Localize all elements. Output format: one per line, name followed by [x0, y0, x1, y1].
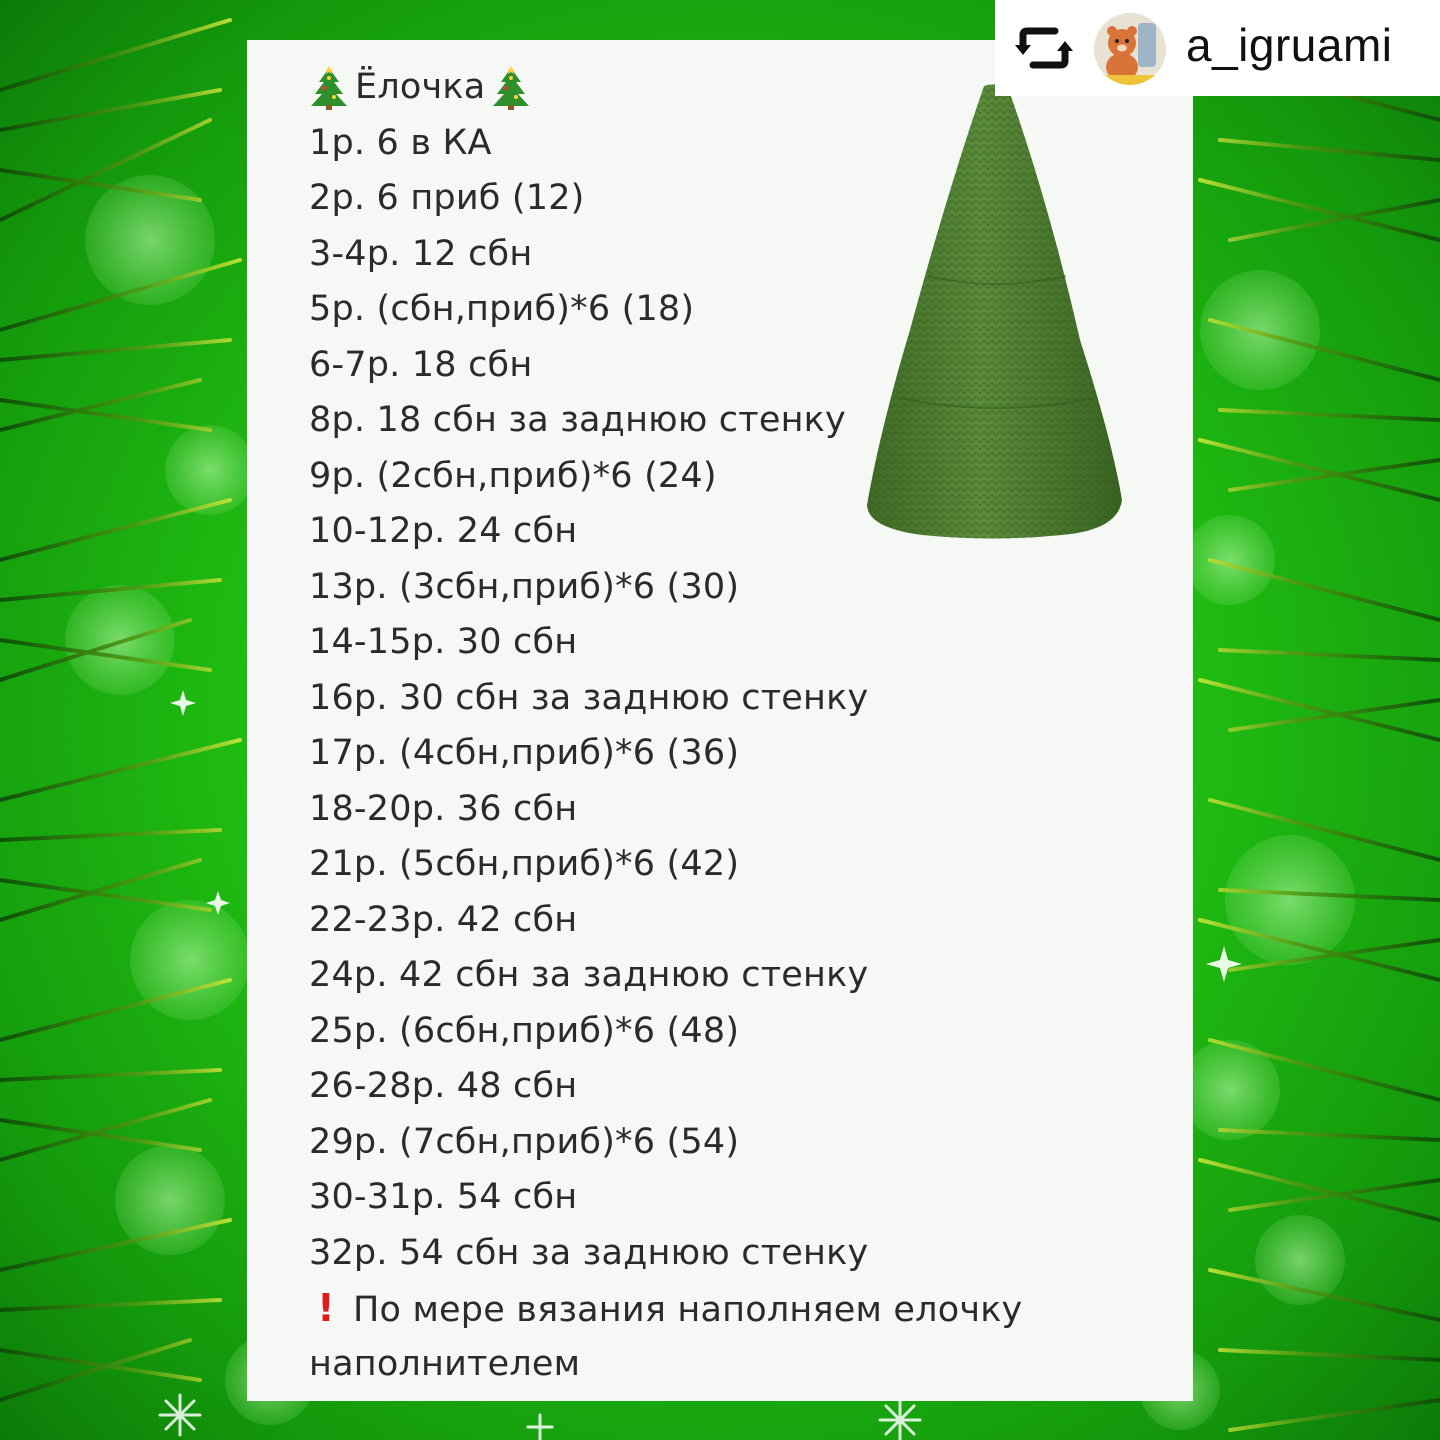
- pattern-row: 10-12р. 24 сбн: [309, 511, 578, 551]
- pattern-row: 21р. (5сбн,приб)*6 (42): [309, 844, 740, 884]
- pattern-row: 9р. (2сбн,приб)*6 (24): [309, 455, 717, 496]
- pattern-row: 14-15р. 30 сбн: [309, 622, 578, 662]
- pattern-row: 2р. 6 приб (12): [309, 178, 585, 218]
- repost-icon[interactable]: [1015, 25, 1073, 71]
- pattern-row: 30-31р. 54 сбн: [309, 1177, 578, 1217]
- pattern-row: 1р. 6 в КА: [309, 122, 492, 163]
- pattern-row: 18-20р. 36 сбн: [309, 788, 578, 829]
- bear-toy-icon: [1094, 13, 1166, 85]
- pattern-row: 13р. (3сбн,приб)*6 (30): [309, 566, 740, 607]
- pattern-row: 6-7р. 18 сбн: [309, 344, 533, 385]
- repost-username[interactable]: a_igruami: [1186, 19, 1393, 71]
- pattern-note-continuation: наполнителем: [309, 1343, 581, 1384]
- christmas-tree-icon: [309, 66, 349, 110]
- pattern-row: 29р. (7сбн,приб)*6 (54): [309, 1121, 740, 1162]
- pattern-note: По мере вязания наполняем елочку: [353, 1290, 1023, 1330]
- pattern-row: 5р. (сбн,приб)*6 (18): [309, 289, 695, 329]
- avatar[interactable]: [1094, 13, 1166, 85]
- pattern-note-line: [309, 1281, 1209, 1337]
- pattern-row: 16р. 30 сбн за заднюю стенку: [309, 677, 869, 718]
- pattern-row: 25р. (6сбн,приб)*6 (48): [309, 1010, 740, 1051]
- pattern-row: 26-28р. 48 сбн: [309, 1066, 578, 1106]
- exclamation-icon: !: [317, 1286, 335, 1330]
- christmas-tree-icon: [491, 66, 531, 110]
- pattern-row: 17р. (4сбн,приб)*6 (36): [309, 733, 740, 773]
- pattern-row: 24р. 42 сбн за заднюю стенку: [309, 955, 869, 995]
- pattern-row: 22-23р. 42 сбн: [309, 899, 578, 940]
- pattern-row: 3-4р. 12 сбн: [309, 233, 533, 274]
- pattern-title: Ёлочка: [355, 67, 486, 107]
- pattern-row: 8р. 18 сбн за заднюю стенку: [309, 400, 846, 440]
- pattern-text: [309, 60, 1209, 1392]
- pattern-row: 32р. 54 сбн за заднюю стенку: [309, 1232, 869, 1273]
